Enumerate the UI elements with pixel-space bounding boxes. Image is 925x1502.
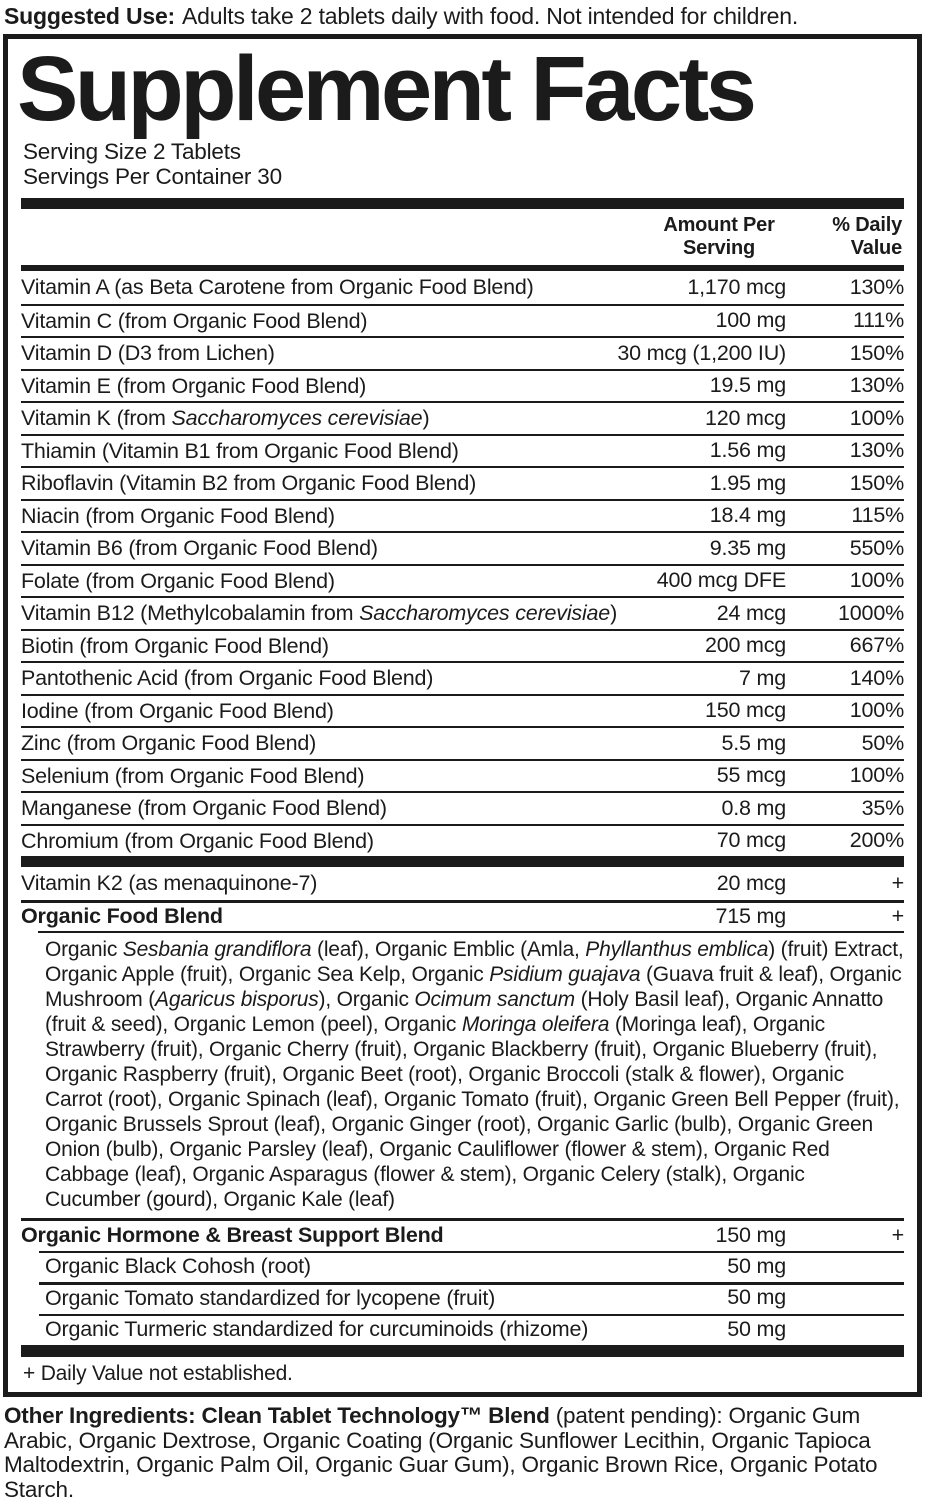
nutrient-row (21, 900, 904, 931)
text-segment: Vitamin B12 (Methylcobalamin from (21, 601, 360, 626)
nutrient-name (21, 830, 717, 853)
nutrient-row (21, 434, 904, 467)
nutrient-daily-value: 35% (861, 795, 904, 820)
nutrient-row (21, 1251, 904, 1283)
suggested-use (4, 3, 925, 29)
nutrient-daily-value: 130% (849, 373, 904, 398)
latin-name-italic: Saccharomyces cerevisiae (359, 601, 611, 626)
nutrient-row (21, 1218, 904, 1251)
suggested-use-label: Suggested Use: (4, 3, 176, 29)
text-segment: Manganese (from Organic Food Blend) (21, 796, 387, 821)
text-segment: Selenium (from Organic Food Blend) (21, 763, 365, 788)
nutrient-row (21, 759, 904, 792)
text-segment: Riboflavin (Vitamin B2 from Organic Food Blend) (21, 471, 477, 496)
organic-food-blend-row (21, 900, 904, 931)
text-segment: Chromium (from Organic Food Blend) (21, 828, 374, 853)
nutrient-amount: 120 mcg (704, 405, 786, 430)
nutrient-name (21, 1318, 727, 1341)
latin-name-italic: Saccharomyces cerevisiae (171, 406, 423, 431)
text-segment: Thiamin (Vitamin B1 from Organic Food Blend) (21, 438, 459, 463)
text-segment: Biotin (from Organic Food Blend) (21, 633, 329, 658)
amount-header-line1: Amount Per (663, 214, 775, 237)
nutrient-name (21, 872, 717, 895)
daily-value-footnote: + Daily Value not established. (23, 1362, 293, 1386)
nutrient-daily-value: 100% (849, 405, 904, 430)
text-segment: Folate (from Organic Food Blend) (21, 568, 335, 593)
dv-header-line1: % Daily (832, 214, 902, 237)
text-segment: Vitamin E (from Organic Food Blend) (21, 373, 367, 398)
text-segment: ), Organic (318, 987, 415, 1011)
nutrient-amount: 9.35 mg (709, 535, 786, 560)
nutrient-row (21, 1282, 904, 1314)
nutrient-name (21, 700, 705, 723)
text-segment: Organic Turmeric standardized for curcuminoids (rhizome) (45, 1317, 589, 1342)
nutrient-name (21, 505, 710, 528)
nutrient-amount: 70 mcg (716, 828, 786, 853)
nutrient-name (21, 797, 721, 820)
text-segment: Vitamin C (from Organic Food Blend) (21, 308, 368, 333)
serving-size: Serving Size 2 Tablets (23, 139, 241, 165)
nutrient-amount: 7 mg (739, 665, 786, 690)
nutrient-amount: 150 mcg (704, 698, 786, 723)
hormone-blend-row (21, 1218, 904, 1251)
nutrient-row (21, 401, 904, 434)
table-header (21, 209, 904, 265)
nutrient-row (21, 564, 904, 597)
text-segment: (Moringa leaf), Organic Strawberry (fruit), Organic Cherry (fruit), Organic Blackberry (fruit), Organic Blueberry (fruit), Organic Raspberry (fruit), Organic Beet (root), Organic Broccoli (stalk & flower), Organic Carrot (root), Organic Spinach (leaf), Organic Tomato (fruit), Organic Green Bell Pepper (fruit), Organic Brussels Sprout (leaf), Organic Ginger (root), Organic Garlic (bulb), Organic Green Onion (bulb), Organic Parsley (leaf), Organic Cauliflower (flower & stem), Organic Red Cabbage (leaf), Organic Asparagus (flower & stem), Organic Celery (stalk), Organic Cucumber (gourd), Organic Kale (leaf) (45, 1012, 900, 1211)
nutrient-name (21, 1287, 727, 1310)
nutrient-amount: 1,170 mcg (687, 274, 786, 299)
other-ingredients-label: Other Ingredients: Clean Tablet Technology™ Blend (4, 1403, 550, 1429)
nutrient-amount: 100 mg (715, 308, 786, 333)
nutrient-amount: 55 mcg (716, 763, 786, 788)
nutrient-amount: 200 mcg (704, 633, 786, 658)
nutrient-name (21, 1255, 727, 1278)
nutrient-daily-value: 550% (849, 535, 904, 560)
amount-header-line2: Serving (683, 237, 755, 260)
text-segment: (Holy Basil leaf), Organic Annatto (fruit & seed), Organic Lemon (peel), Organic (45, 987, 884, 1036)
text-segment: Vitamin K2 (as menaquinone-7) (21, 871, 318, 896)
nutrient-row (21, 336, 904, 369)
nutrient-amount: 715 mg (715, 904, 786, 929)
nutrient-row (21, 531, 904, 564)
supplement-label (0, 3, 925, 1502)
nutrient-row (21, 596, 904, 629)
suggested-use-text: Adults take 2 tablets daily with food. Not intended for children. (182, 3, 799, 29)
latin-name-italic: Moringa oleifera (461, 1012, 610, 1036)
nutrient-daily-value: 100% (849, 763, 904, 788)
nutrient-amount: 50 mg (727, 1285, 786, 1310)
nutrient-amount: 24 mcg (716, 600, 786, 625)
nutrient-daily-value: 100% (849, 568, 904, 593)
nutrient-amount: 19.5 mg (709, 373, 786, 398)
text-segment: ) (422, 406, 430, 431)
nutrient-amount: 1.56 mg (709, 438, 786, 463)
nutrient-amount: 5.5 mg (721, 730, 786, 755)
daily-value-header (784, 214, 904, 260)
nutrient-daily-value: + (891, 870, 904, 895)
text-segment: Organic Tomato standardized for lycopene (fruit) (45, 1285, 496, 1310)
text-segment: Vitamin K (from (21, 406, 172, 431)
nutrient-daily-value: 140% (849, 665, 904, 690)
hormone-blend-sub-rows (21, 1251, 904, 1346)
text-segment: ) (610, 601, 618, 626)
text-segment: Zinc (from Organic Food Blend) (21, 731, 317, 756)
nutrient-amount: 50 mg (727, 1316, 786, 1341)
latin-name-italic: Sesbania grandiflora (122, 937, 312, 961)
nutrient-amount: 0.8 mg (721, 795, 786, 820)
separator-bar (21, 1345, 904, 1357)
nutrient-daily-value: 100% (849, 698, 904, 723)
text-segment: Niacin (from Organic Food Blend) (21, 503, 335, 528)
nutrient-name (21, 310, 715, 333)
nutrient-name (21, 667, 739, 690)
text-segment: Organic Black Cohosh (root) (45, 1254, 311, 1279)
nutrient-daily-value: 200% (849, 828, 904, 853)
separator-bar (21, 198, 904, 209)
text-segment: Iodine (from Organic Food Blend) (21, 698, 334, 723)
text-segment: ) (fruit) Extract, Organic Apple (fruit), Organic Sea Kelp, Organic (45, 937, 904, 986)
nutrient-row (21, 369, 904, 402)
text-segment: (leaf), Organic Emblic (Amla, (311, 937, 586, 961)
nutrient-amount: 150 mg (715, 1223, 786, 1248)
nutrient-name (21, 765, 717, 788)
nutrient-name (21, 1224, 715, 1247)
text-segment: Pantothenic Acid (from Organic Food Blend) (21, 666, 434, 691)
main-nutrient-rows (21, 271, 904, 856)
nutrient-row (21, 304, 904, 337)
nutrient-name (21, 635, 705, 658)
nutrient-daily-value: 115% (851, 503, 904, 528)
text-segment: Vitamin B6 (from Organic Food Blend) (21, 536, 378, 561)
text-segment: Vitamin A (as Beta Carotene from Organic Food Blend) (21, 275, 534, 300)
nutrient-name (21, 342, 617, 365)
nutrient-row (21, 791, 904, 824)
separator-bar (21, 856, 904, 867)
nutrient-name (21, 440, 710, 463)
text-segment: Organic Food Blend (21, 904, 223, 929)
nutrient-daily-value: 130% (849, 274, 904, 299)
nutrient-name (21, 570, 657, 593)
text-segment: Organic (45, 937, 123, 961)
nutrient-row (21, 271, 904, 304)
latin-name-italic: Phyllanthus emblica (585, 937, 769, 961)
nutrient-amount: 18.4 mg (709, 503, 786, 528)
nutrient-name (21, 537, 710, 560)
nutrient-name (21, 732, 721, 755)
nutrient-name (21, 472, 710, 495)
nutrient-name (21, 375, 710, 398)
nutrient-daily-value: + (891, 904, 904, 929)
text-segment: Vitamin D (D3 from Lichen) (21, 341, 275, 366)
nutrient-daily-value: + (891, 1223, 904, 1248)
nutrient-daily-value: 1000% (838, 600, 904, 625)
latin-name-italic: Agaricus bisporus (155, 987, 319, 1011)
latin-name-italic: Psidium guajava (489, 962, 641, 986)
nutrient-daily-value: 130% (849, 438, 904, 463)
page-title: Supplement Facts (17, 38, 754, 141)
nutrient-amount: 50 mg (727, 1253, 786, 1278)
vitamin-k2-row (21, 867, 904, 900)
nutrient-amount: 1.95 mg (709, 470, 786, 495)
nutrient-name (21, 276, 687, 299)
nutrient-daily-value: 111% (853, 308, 904, 333)
text-segment: Organic Hormone & Breast Support Blend (21, 1223, 444, 1248)
servings-per-container: Servings Per Container 30 (23, 164, 282, 190)
nutrient-row (21, 824, 904, 857)
other-ingredients (4, 1404, 921, 1502)
nutrient-daily-value: 667% (849, 633, 904, 658)
nutrient-row (21, 466, 904, 499)
nutrient-daily-value: 50% (861, 730, 904, 755)
amount-per-serving-header (654, 214, 784, 260)
nutrient-amount: 20 mcg (716, 870, 786, 895)
nutrient-name (21, 407, 705, 430)
nutrient-row (21, 629, 904, 662)
nutrient-name (21, 602, 717, 625)
nutrient-daily-value: 150% (849, 340, 904, 365)
nutrient-amount: 400 mcg DFE (656, 568, 786, 593)
text-segment: (Guava fruit & leaf), Organic Mushroom ( (45, 962, 902, 1011)
nutrient-row (21, 867, 904, 900)
nutrient-row (21, 694, 904, 727)
nutrient-name (21, 905, 715, 928)
nutrient-row (21, 726, 904, 759)
nutrient-amount: 30 mcg (1,200 IU) (617, 340, 786, 365)
food-blend-ingredients (38, 931, 904, 1218)
other-ingredients-text: (patent pending): Organic Gum Arabic, Organic Dextrose, Organic Coating (Organic Sunflower Lecithin, Organic Tapioca Maltodextrin, Organic Palm Oil, Organic Guar Gum), Organic Brown Rice, Organic Potato Starch. (4, 1403, 878, 1502)
dv-header-line2: Value (850, 237, 902, 260)
nutrient-row (21, 661, 904, 694)
nutrient-row (21, 1314, 904, 1346)
supplement-facts-panel (3, 34, 922, 1397)
nutrient-row (21, 499, 904, 532)
nutrient-daily-value: 150% (849, 470, 904, 495)
latin-name-italic: Ocimum sanctum (414, 987, 575, 1011)
